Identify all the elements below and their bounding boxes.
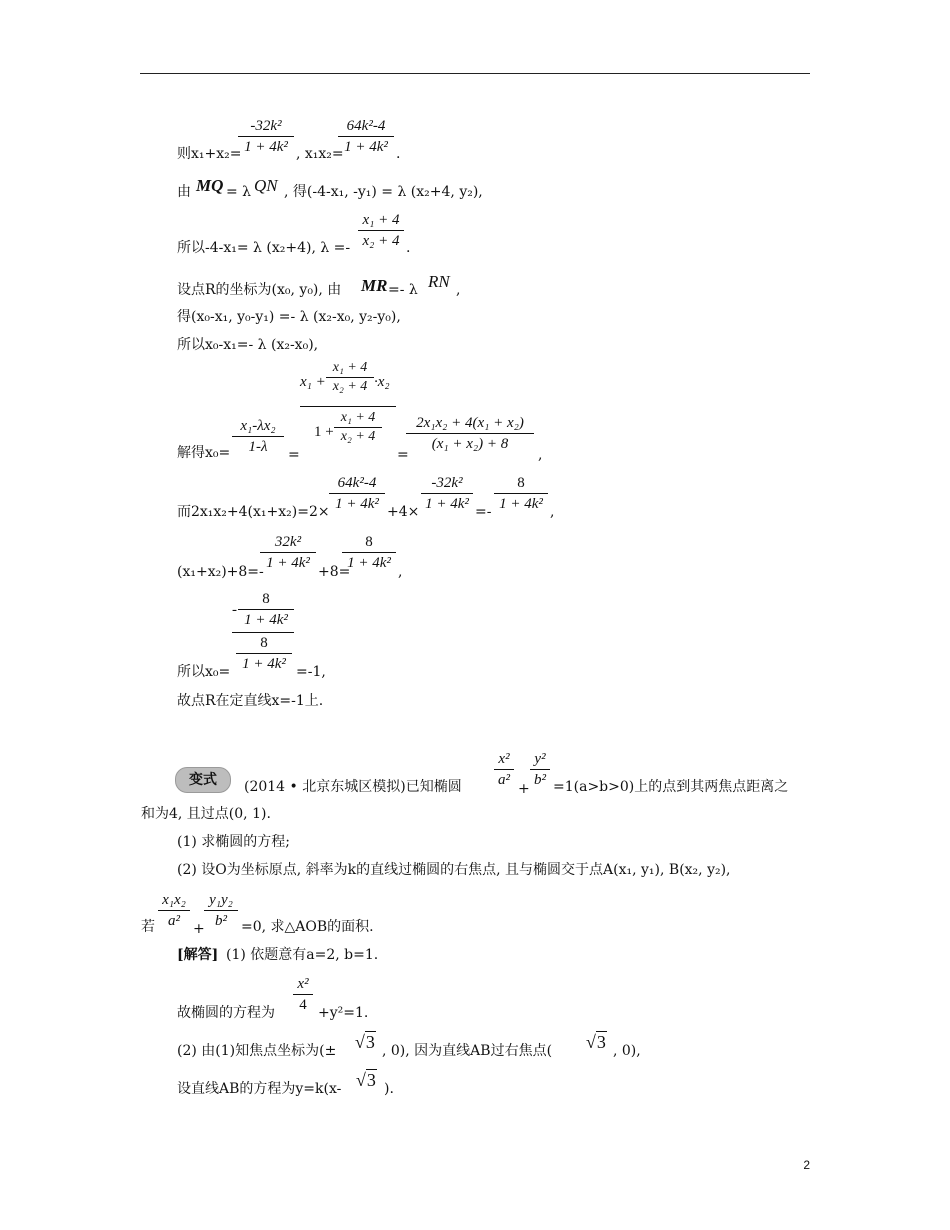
vector-label: MQ [196,176,224,195]
text-line: 所以-4-x₁= λ (x₂+4), λ =- [177,240,351,256]
text-line: , 0), [613,1043,641,1059]
text-line: ). [384,1081,394,1097]
text-line: 所以x₀= [177,664,231,680]
fraction: y² b² [530,750,550,789]
text-line: 由 [177,184,191,200]
text-line: = [288,447,300,463]
text-line: 设点R的坐标为(x₀, y₀), 由 [177,282,342,298]
text-line: (1) 求椭圆的方程; [177,834,290,850]
fraction: x² a² [494,750,514,789]
vector-label: MR [361,276,388,295]
text-line: (2) 由(1)知焦点坐标为(± [177,1043,337,1059]
sqrt: √3 [355,1032,375,1052]
text-line: , 得(-4-x₁, -y₁) = λ (x₂+4, y₂), [284,184,483,200]
fraction: 64k²-4 1 + 4k² [338,117,394,156]
text-line: 故椭圆的方程为 [177,1005,275,1021]
text-line: +8= [318,564,351,580]
compound-fraction: - 8 1 + 4k² 8 1 + 4k² [232,590,294,672]
fraction: x² 4 [293,975,313,1014]
text-line: +y²=1. [318,1005,369,1021]
header-rule [140,73,810,74]
text-line: = λ [226,184,252,200]
vector-label: RN [428,272,450,291]
text-line: 所以x₀-x₁=- λ (x₂-x₀), [177,337,319,353]
text-line: 若 [141,919,155,935]
text-line: , 0), 因为直线AB过右焦点( [382,1043,553,1059]
text-line: , [398,564,403,580]
text-line: . [396,146,401,162]
page-number: 2 [803,1158,810,1172]
text-line: 和为4, 且过点(0, 1). [141,806,271,822]
text-line: (1) 依题意有a=2, b=1. [226,947,379,963]
text-line: +4× [387,504,420,520]
answer-label: [解答] [177,947,219,963]
text-line: =-1, [296,664,326,680]
fraction: -32k² 1 + 4k² [238,117,294,156]
text-line: 得(x₀-x₁, y₀-y₁) =- λ (x₂-x₀, y₂-y₀), [177,309,401,325]
fraction: 2x₁x₂ + 4(x₁ + x₂) (x₁ + x₂) + 8 [406,414,534,453]
fraction: 8 1 + 4k² [494,474,548,513]
text-line: =0, 求△AOB的面积. [241,919,374,935]
text-line: 则x₁+x₂= [177,146,242,162]
text-line: (x₁+x₂)+8=- [177,564,264,580]
text-line: , x₁x₂= [296,146,344,162]
text-line: =1(a>b>0)上的点到其两焦点距离之 [553,779,789,795]
text-line: . [406,240,411,256]
text-line: 故点R在定直线x=-1上. [177,693,324,709]
text-line: + [518,781,530,797]
text-line: + [193,921,205,937]
text-line: =- [475,504,492,520]
variant-badge: 变式 [175,767,231,793]
text-line: , [550,504,555,520]
text-line: 解得x₀= [177,445,231,461]
text-line: 而2x₁x₂+4(x₁+x₂)=2× [177,504,330,520]
text-line: (2014 • 北京东城区模拟)已知椭圆 [244,779,462,795]
text-line: = [397,447,409,463]
text-line: , [456,282,461,298]
fraction: x₁-λx₂ 1-λ [232,417,284,456]
fraction: 64k²-4 1 + 4k² [329,474,385,513]
text-line: 设直线AB的方程为y=k(x- [177,1081,342,1097]
text-line: (2) 设O为坐标原点, 斜率为k的直线过椭圆的右焦点, 且与椭圆交于点A(x₁, y₁), B(x₂, y₂), [177,862,731,878]
text-line: =- λ [388,282,418,298]
fraction: -32k² 1 + 4k² [421,474,473,513]
sqrt: √3 [356,1070,376,1090]
fraction: 32k² 1 + 4k² [260,533,316,572]
fraction: 8 1 + 4k² [342,533,396,572]
vector-label: QN [254,176,278,195]
text-line: , [538,447,543,463]
fraction: x₁ + 4 x₂ + 4 [358,211,404,250]
fraction: y₁y₂ b² [204,891,238,930]
fraction: x₁x₂ a² [158,891,190,930]
sqrt: √3 [586,1032,606,1052]
